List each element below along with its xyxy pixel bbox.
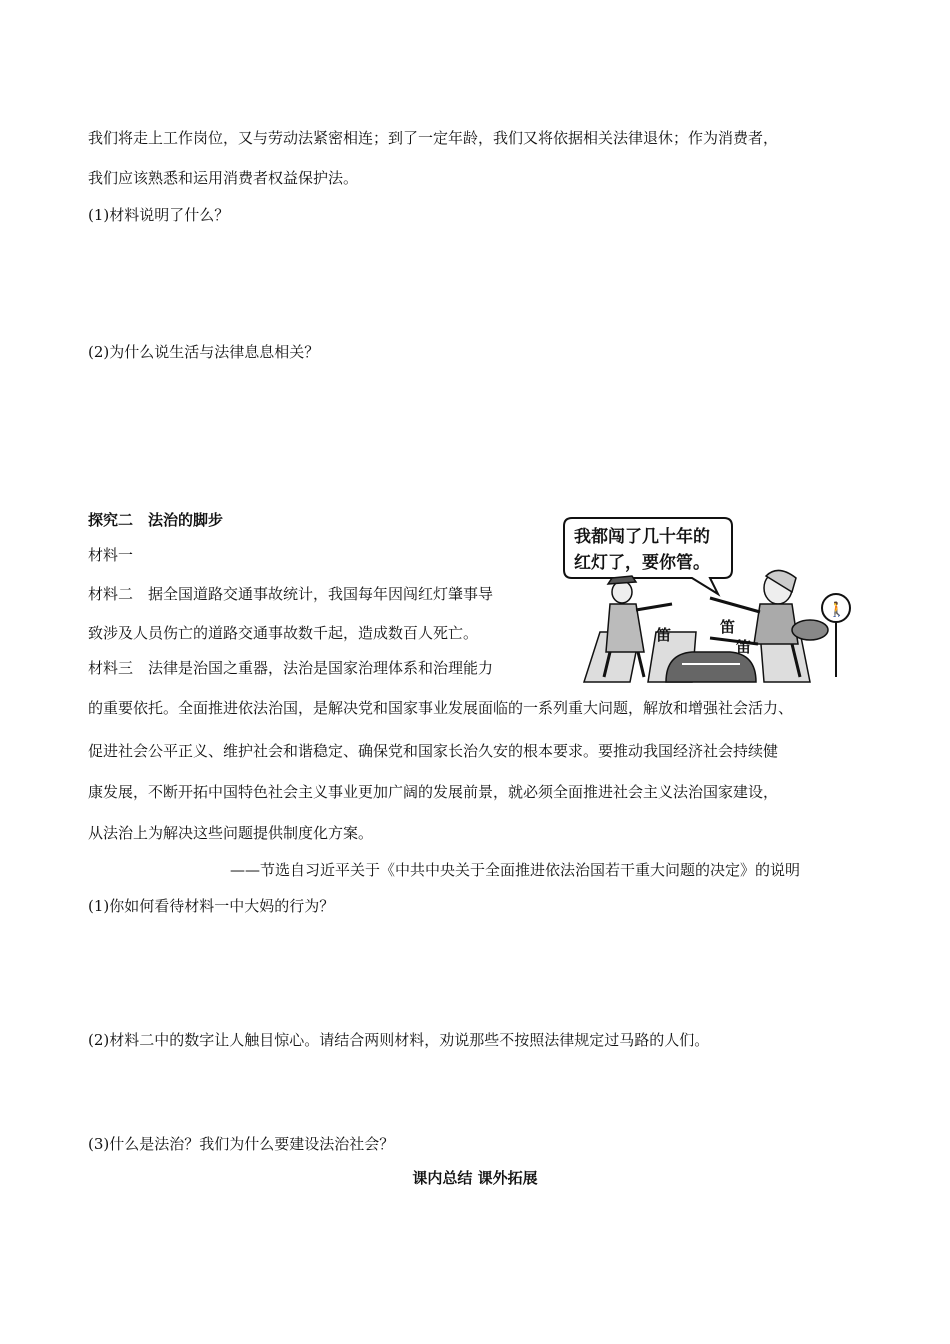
- cartoon-illustration: [560, 512, 865, 684]
- question-2-3: (3)什么是法治？我们为什么要建设法治社会？: [88, 1135, 395, 1153]
- material-2-line-2: 致涉及人员伤亡的道路交通事故数千起，造成数百人死亡。: [88, 624, 479, 642]
- bubble-line-2: 红灯了，要你管。: [574, 553, 710, 573]
- pedestrian-sign-icon: 🚶: [828, 602, 846, 618]
- whistle-sfx-1: 笛: [656, 626, 672, 644]
- material-2-line-1: 材料二 据全国道路交通事故统计，我国每年因闯红灯肇事导: [88, 585, 494, 603]
- material-1-label: 材料一: [88, 546, 134, 564]
- section-title: 探究二 法治的脚步: [88, 511, 224, 529]
- car: [666, 652, 756, 682]
- material-3-line-4: 康发展，不断开拓中国特色社会主义事业更加广阔的发展前景，就必须全面推进社会主义法治国家建设，: [88, 783, 779, 801]
- material-3-source: ——节选自习近平关于《中共中央关于全面推进依法治国若干重大问题的决定》的说明: [230, 861, 801, 879]
- material-3-line-3: 促进社会公平正义、维护社会和谐稳定、确保党和国家长治久安的根本要求。要推动我国经济社会持续健: [88, 742, 779, 760]
- speech-bubble: [564, 518, 732, 594]
- whistle-sfx-2: 笛: [720, 618, 736, 636]
- question-2: (2)为什么说生活与法律息息相关？: [88, 343, 320, 361]
- whistle-sfx-3: 笛: [736, 638, 752, 656]
- intro-line-2: 我们应该熟悉和运用消费者权益保护法。: [88, 169, 359, 187]
- material-3-line-5: 从法治上为解决这些问题提供制度化方案。: [88, 824, 374, 842]
- question-2-1: (1)你如何看待材料一中大妈的行为？: [88, 897, 335, 915]
- footer-title: 课内总结 课外拓展: [412, 1169, 538, 1187]
- question-2-2: (2)材料二中的数字让人触目惊心。请结合两则材料，劝说那些不按照法律规定过马路的人们。: [88, 1031, 710, 1049]
- material-3-line-2: 的重要依托。全面推进依法治国，是解决党和国家事业发展面临的一系列重大问题，解放和增强社会活力、: [88, 699, 794, 717]
- bubble-line-1: 我都闯了几十年的: [574, 527, 710, 547]
- intro-line-1: 我们将走上工作岗位，又与劳动法紧密相连；到了一定年龄，我们又将依据相关法律退休；作为消费者，: [88, 129, 779, 147]
- material-3-line-1: 材料三 法律是治国之重器，法治是国家治理体系和治理能力: [88, 659, 494, 677]
- question-1: (1)材料说明了什么？: [88, 206, 230, 224]
